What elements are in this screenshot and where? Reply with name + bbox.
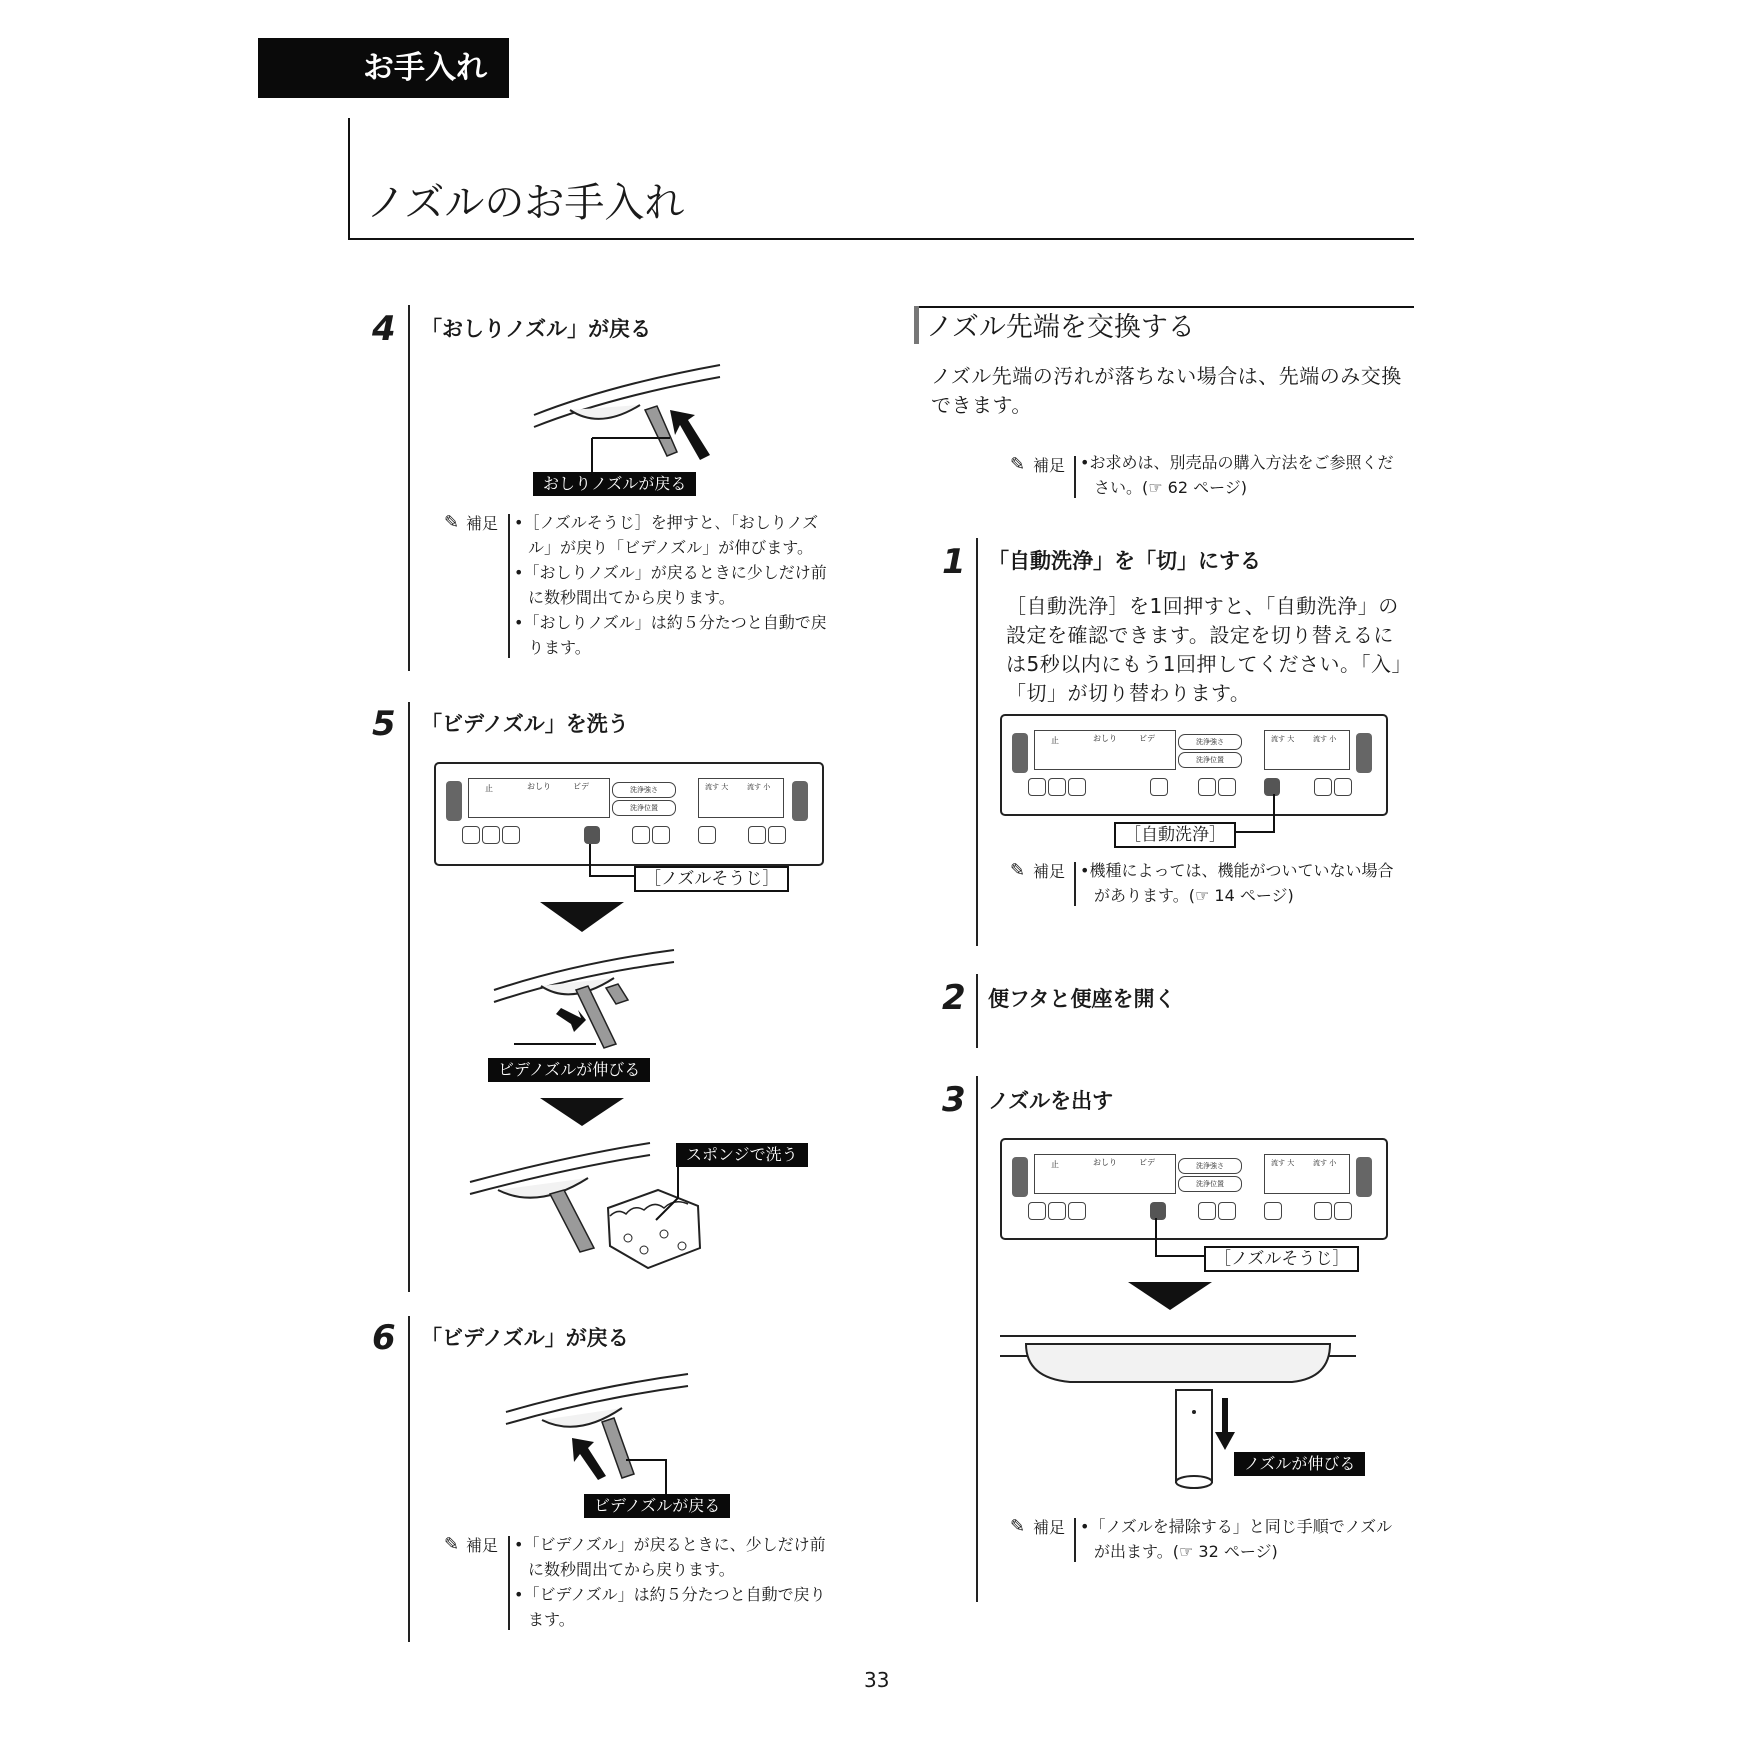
panel-small-button — [502, 826, 520, 844]
panel-small-button — [1314, 1202, 1332, 1220]
panel-strength-control: 洗浄強さ — [612, 782, 676, 798]
step-6-note-1: •「ビデノズル」が戻るときに、少しだけ前に数秒間出てから戻ります。 — [514, 1535, 826, 1579]
panel-flush-buttons — [1264, 730, 1350, 770]
panel-flush-small-label: 流す 小 — [1313, 735, 1337, 743]
panel-oshiri-label: おしり — [527, 782, 551, 791]
down-arrow-icon — [1128, 1282, 1212, 1312]
panel-small-button — [1264, 1202, 1282, 1220]
pencil-icon: ✎ — [1010, 1516, 1026, 1537]
nozzle-extend-label: ノズルが伸びる — [1234, 1452, 1365, 1476]
step-1-title: 「自動洗浄」を「切」にする — [988, 549, 1261, 573]
panel-position-control: 洗浄位置 — [1178, 752, 1242, 768]
step-4-title: 「おしりノズル」が戻る — [421, 317, 652, 341]
callout-line — [1150, 1218, 1210, 1262]
auto-flush-label: ［自動洗浄］ — [1114, 822, 1236, 848]
note-rule — [1074, 456, 1076, 498]
intro-note-text: •お求めは、別売品の購入方法をご参照ください。(☞ 62 ページ) — [1080, 453, 1394, 497]
panel-small-button — [1334, 1202, 1352, 1220]
panel-flush-large-label: 流す 大 — [1271, 1159, 1295, 1167]
step-4-notes — [514, 510, 834, 660]
step-1-body: ［自動洗浄］を1回押すと、「自動洗浄」の設定を確認できます。設定を切り替えるには5秒以内にもう1回押してください。「入」「切」が切り替わります。 — [1006, 594, 1402, 705]
step-2-title: 便フタと便座を開く — [988, 987, 1176, 1011]
panel-bidet-label: ビデ — [1139, 734, 1155, 743]
step-2-rule — [976, 974, 978, 1048]
panel-small-button — [1218, 1202, 1236, 1220]
sponge-wash-illustration — [468, 1138, 708, 1278]
step-6-notes — [514, 1532, 834, 1632]
panel-mode-buttons — [468, 778, 610, 818]
note-rule — [508, 1536, 510, 1630]
step-3-number: 3 — [942, 1080, 966, 1120]
step-1-note — [1080, 858, 1404, 908]
panel-small-button — [1068, 778, 1086, 796]
subsection-intro: ノズル先端の汚れが落ちない場合は、先端のみ交換できます。 — [931, 364, 1402, 417]
title-horizontal-rule — [348, 238, 1414, 240]
title-vertical-rule — [348, 118, 350, 240]
panel-small-button — [462, 826, 480, 844]
step-2-number: 2 — [942, 978, 966, 1018]
note-rule — [1074, 862, 1076, 906]
panel-small-button — [748, 826, 766, 844]
panel-bidet-label: ビデ — [1139, 1158, 1155, 1167]
bidet-nozzle-extend-label: ビデノズルが伸びる — [488, 1058, 650, 1082]
panel-small-button — [1028, 1202, 1046, 1220]
panel-indicator-left — [446, 781, 462, 821]
panel-small-button — [1048, 1202, 1066, 1220]
step-4-number: 4 — [372, 309, 396, 349]
panel-small-button — [698, 826, 716, 844]
note-label: 補足 — [1033, 1518, 1066, 1537]
subsection-marker — [914, 306, 919, 344]
oshiri-nozzle-return-label: おしりノズルが戻る — [533, 472, 696, 496]
panel-mode-buttons — [1034, 1154, 1176, 1194]
down-arrow-icon — [540, 1098, 624, 1128]
step-4-note-3: •「おしりノズル」は約５分たつと自動で戻ります。 — [514, 613, 827, 657]
sponge-wash-label: スポンジで洗う — [676, 1143, 808, 1167]
panel-indicator-left — [1012, 733, 1028, 773]
panel-bidet-label: ビデ — [573, 782, 589, 791]
section-tab: お手入れ — [258, 38, 509, 98]
panel-small-button — [1334, 778, 1352, 796]
remote-control-panel — [1000, 714, 1388, 816]
down-arrow-icon — [540, 902, 624, 934]
panel-strength-control: 洗浄強さ — [1178, 734, 1242, 750]
step-1-rule — [976, 538, 978, 946]
step-6-title: 「ビデノズル」が戻る — [421, 1326, 629, 1350]
panel-strength-control: 洗浄強さ — [1178, 1158, 1242, 1174]
panel-small-button — [1150, 778, 1168, 796]
panel-small-button — [768, 826, 786, 844]
panel-position-control: 洗浄位置 — [612, 800, 676, 816]
page-number: 33 — [864, 1668, 890, 1692]
step-6-note-2: •「ビデノズル」は約５分たつと自動で戻ります。 — [514, 1585, 826, 1629]
panel-small-button — [1068, 1202, 1086, 1220]
step-4-note-1: •［ノズルそうじ］を押すと､「おしりノズル」が戻り「ビデノズル」が伸びます。 — [514, 513, 819, 557]
step-4-note-2: •「おしりノズル」が戻るときに少しだけ前に数秒間出てから戻ります。 — [514, 563, 827, 607]
panel-small-button — [1028, 778, 1046, 796]
panel-indicator-right — [1356, 733, 1372, 773]
step-3-rule — [976, 1076, 978, 1602]
panel-oshiri-label: おしり — [1093, 734, 1117, 743]
note-label: 補足 — [1033, 456, 1066, 475]
panel-mode-buttons — [1034, 730, 1176, 770]
panel-indicator-left — [1012, 1157, 1028, 1197]
intro-note — [1080, 450, 1404, 500]
panel-small-button — [1048, 778, 1066, 796]
step-3-title: ノズルを出す — [988, 1089, 1114, 1113]
panel-flush-large-label: 流す 大 — [705, 783, 729, 791]
nozzle-clean-button — [584, 826, 600, 844]
note-rule — [508, 514, 510, 658]
panel-indicator-right — [1356, 1157, 1372, 1197]
step-6-rule — [408, 1316, 410, 1642]
panel-small-button — [482, 826, 500, 844]
note-label: 補足 — [466, 514, 499, 533]
panel-stop-label: 止 — [485, 784, 493, 793]
panel-oshiri-label: おしり — [1093, 1158, 1117, 1167]
panel-position-control: 洗浄位置 — [1178, 1176, 1242, 1192]
panel-small-button — [632, 826, 650, 844]
note-rule — [1074, 1518, 1076, 1562]
step-5-rule — [408, 702, 410, 1292]
panel-flush-buttons — [698, 778, 784, 818]
step-1-note-text: •機種によっては、機能がついていない場合があります。(☞ 14 ページ) — [1080, 861, 1394, 905]
step-5-number: 5 — [372, 704, 396, 744]
bidet-nozzle-return-illustration — [502, 1372, 702, 1502]
pencil-icon: ✎ — [444, 512, 460, 533]
pencil-icon: ✎ — [444, 1534, 460, 1555]
panel-stop-label: 止 — [1051, 736, 1059, 745]
pencil-icon: ✎ — [1010, 454, 1026, 475]
panel-stop-label: 止 — [1051, 1160, 1059, 1169]
page-title: ノズルのお手入れ — [366, 180, 685, 226]
step-3-note — [1080, 1514, 1404, 1564]
step-3-note-text: •「ノズルを掃除する」と同じ手順でノズルが出ます。(☞ 32 ページ) — [1080, 1517, 1393, 1561]
note-label: 補足 — [466, 1536, 499, 1555]
panel-small-button — [652, 826, 670, 844]
subsection-heading: ノズル先端を交換する — [926, 312, 1195, 343]
bidet-nozzle-return-label: ビデノズルが戻る — [584, 1494, 730, 1518]
nozzle-clean-label: ［ノズルそうじ］ — [634, 866, 789, 892]
subsection-rule — [914, 306, 1414, 308]
step-6-number: 6 — [372, 1318, 396, 1358]
nozzle-clean-label: ［ノズルそうじ］ — [1204, 1246, 1359, 1272]
panel-small-button — [1314, 778, 1332, 796]
panel-flush-buttons — [1264, 1154, 1350, 1194]
bidet-nozzle-extend-illustration — [486, 948, 686, 1058]
step-4-rule — [408, 305, 410, 671]
panel-flush-small-label: 流す 小 — [747, 783, 771, 791]
step-5-title: 「ビデノズル」を洗う — [421, 712, 629, 736]
note-label: 補足 — [1033, 862, 1066, 881]
panel-flush-large-label: 流す 大 — [1271, 735, 1295, 743]
panel-indicator-right — [792, 781, 808, 821]
step-1-number: 1 — [942, 542, 966, 582]
oshiri-nozzle-return-illustration — [520, 360, 740, 480]
panel-flush-small-label: 流す 小 — [1313, 1159, 1337, 1167]
pencil-icon: ✎ — [1010, 860, 1026, 881]
